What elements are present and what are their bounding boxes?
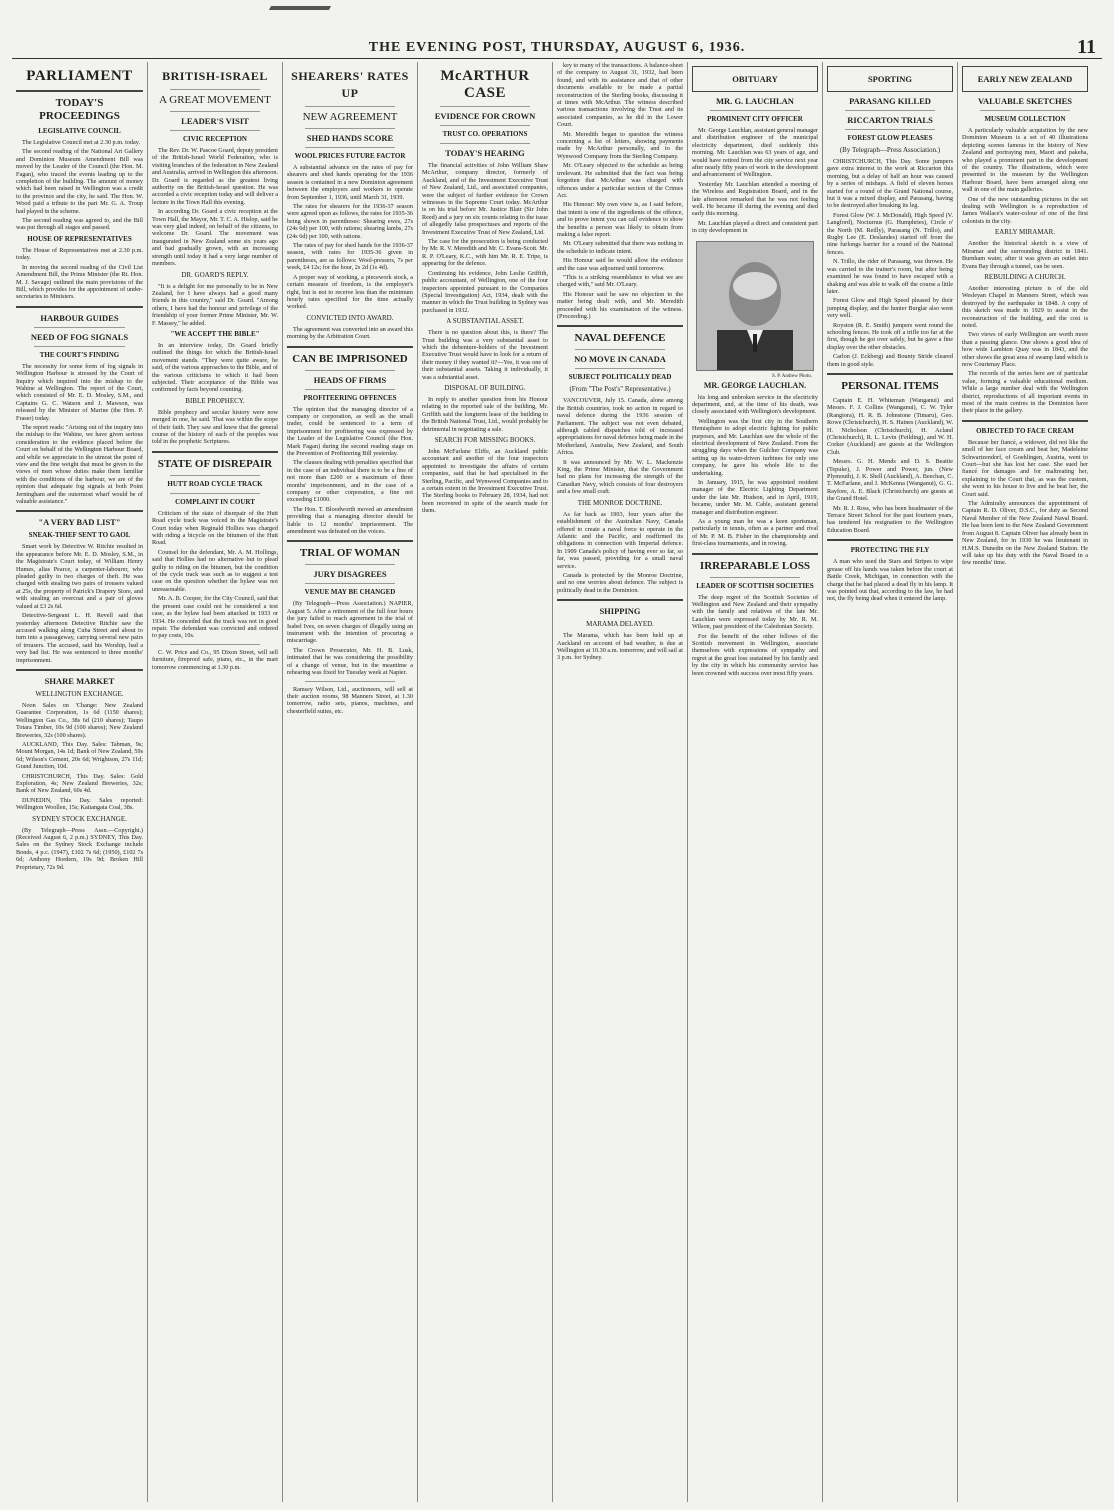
article-subhead: CIVIC RECEPTION	[183, 135, 247, 143]
article-subhead: WELLINGTON EXCHANGE.	[35, 689, 124, 698]
article-paragraph: N. Trillo, the rider of Parasang, was thrown. He was carried to the trainer's room, but after being examined he was found to have escaped with a shaking and was able to walk off the course a little later.	[827, 258, 953, 295]
article-paragraph: The Admiralty announces the appointment of Captain R. D. Oliver, D.S.C., for duty as Second Naval Member of the New Zealand Naval Board. He has been lent to the New Zealand Government from August 8. Captain Oliver has already been in New Zealand, for in 1930 he was lieutenant in H.M.S. Dunedin on the New Zealand Station. He will take up his duty with the Naval Board in a few months' time.	[962, 500, 1088, 567]
newspaper-columns	[12, 62, 1104, 1502]
article-headline: HARBOUR GUIDES	[40, 312, 119, 323]
article-paragraph: In an interview today, Dr. Goard briefly outlined the things for which the British-Israel movement stands. "They were quite aware, he said, of the various approaches to the Bible, and of the various criticisms to which it had been subjected. Their acceptance of the Bible was confirmed by facts beyond counting.	[152, 341, 278, 394]
article-paragraph: Forest Glow and High Speed pleased by their jumping display, and the hunter Burglar also went very well.	[827, 297, 953, 320]
auction-notice: Ramsey Wilson, Ltd., auctioneers, will sell at their auction rooms, 98 Manners Street, at 1.30 tomorrow, radio sets, pianos, machines, and chesterfield suites, etc.	[287, 685, 413, 715]
article-paragraph: Mr. George Lauchlan, assistant general manager and distribution engineer of the municipal electricity department, died suddenly this morning. Mr. Lauchlan was 63 years of age, and would have retired from the city service next year after nearly fifty years of work in the development and advancement of Wellington.	[692, 127, 818, 179]
article-paragraph: Mr. O'Leary submitted that there was nothing in the schedule to indicate intent.	[557, 240, 683, 255]
article-paragraph: The deep regret of the Scottish Societies of Wellington and New Zealand and their sympathy with the family and relatives of the late Mr. Lauchlan were expressed today by Mr. R. M. Wilson, past president of the Caledonian Society.	[692, 593, 818, 631]
article-subhead: NEED OF FOG SIGNALS	[30, 331, 129, 342]
article-paragraph: The Legislative Council met at 2.30 p.m. today.	[22, 139, 140, 146]
article-paragraph: The opinion that the managing director of a company or corporation, as well as the small trader, could be sentenced to a term of imprisonment for profiteering was expressed by the Leader of the Legislative Council (the Hon. Mark Fagan) during the second reading stage on the Prevention of Profiteering Bill yesterday.	[287, 405, 413, 457]
auction-notice: C. W. Price and Co., 95 Dixon Street, will sell furniture, fireproof safe, piano, etc., in the mart tomorrow commencing at 1.30 p.m.	[152, 648, 278, 671]
article-headline: CAN BE IMPRISONED	[292, 352, 408, 365]
article-paragraph: Mr. R. J. Ross, who has been headmaster of the Terrace Street School for the past fourteen years, has tendered his resignation to the Wellington Education Board.	[827, 504, 953, 534]
article-subhead: HOUSE OF REPRESENTATIVES	[27, 234, 132, 243]
article-subhead: PROFITEERING OFFENCES	[303, 393, 397, 402]
article-paragraph: A particularly valuable acquisition by the new Dominion Museum is a set of 40 illustrations depicting scenes famous in the history of New Zealand and portraying men, Maori and pakeha, who played a prominent part in the development of the country. The illustrations, which were presented to the museum by the Wellington Harbour Board, have been arranged along one wall in one of the main galleries.	[962, 127, 1088, 194]
article-headline: SHIPPING	[599, 606, 641, 617]
article-subhead: SNEAK-THIEF SENT TO GAOL	[28, 531, 131, 540]
article-paragraph: In reply to another question from his Honour relating to the reported sale of the building, Mr. Griffith said the longterm lease of the building to the British National Trust, Ltd., would probably be detrimental in negotiating a sale.	[422, 395, 548, 433]
article-paragraph: The second reading of the National Art Gallery and Dominion Museum Amendment Bill was moved by the Leader of the Council (the Hon. M. Fagan), who traced the events leading up to the completion of the building. The amount of money which had been raised in Wellington was a credit to the province and the city, he said. The Hon. W. Wood paid a tribute to the part Mr. G. A. Troup had played in the scheme.	[16, 148, 143, 215]
article-paragraph: Royston (R. E. Smith) jumpers went round the schooling fences. He took off a trifle too far at the first, though he got over safely, but he gave a fine display over the other obstacles.	[827, 321, 953, 351]
article-subhead: THE MONROE DOCTRINE.	[577, 498, 663, 507]
article-subhead: TODAY'S HEARING	[445, 148, 525, 158]
article-headline: NAVAL DEFENCE	[574, 332, 666, 345]
column-sporting	[822, 62, 957, 1502]
article-paragraph: Counsel for the defendant, Mr. A. M. Hollings, said that Hollies had no alternative but to plead guilty to riding on the bitumen, but the condition of the cycle track was such as to suggest a test case on the question whether the bylaw was not unreasonable.	[152, 548, 278, 593]
article-paragraph: Carlon (J. Eckberg) and Bounty Stride cleared them in good style.	[827, 353, 953, 368]
article-subhead: PROMINENT CITY OFFICER	[707, 115, 803, 123]
article-subhead: SEARCH FOR MISSING BOOKS.	[434, 436, 536, 444]
article-subhead: A SUBSTANTIAL ASSET.	[446, 317, 524, 326]
article-paragraph: The case for the prosecution is being conducted by Mr. R. V. Meredith and Mr. C. Evans-Scott. Mr. R. P. O'Leary, K.C., with him Mr. R. E. Tripe, is appearing for the defence.	[422, 238, 548, 268]
article-paragraph: One of the new outstanding pictures in the set dealing with Wellington is a reproduction of James Wallace's water-colour of one of the first colonists in the city.	[962, 195, 1088, 225]
article-paragraph: Criticism of the state of disrepair of the Hutt Road cycle track was voiced in the Magistrate's Court today when Reginald Hollies was charged with riding a bicycle on the bitumen of the Hutt Road.	[152, 509, 278, 547]
article-paragraph: In January, 1915, he was appointed resident manager of the Electric Lighting Department under the late Mr. Hudson, and in April, 1919, became, under Mr. M. Cable, assistant general manager and distribution engineer.	[692, 478, 818, 516]
article-subhead: JURY DISAGREES	[313, 569, 387, 580]
article-subhead: EVIDENCE FOR CROWN	[434, 111, 536, 121]
article-paragraph: The necessity for some form of fog signals in Wellington Harbour is stressed by the Court of Inquiry which inquired into the mishap to the Wahine at Wellington. The report of the Court, which consisted of Mr. E. D. Mosley, S.M., and Captains G. C. Watson and J. Mawson, was released by the Minister of Marine (the Hon. P. Fraser) today.	[16, 362, 143, 422]
article-subhead: VENUE MAY BE CHANGED	[304, 588, 396, 597]
article-paragraph: CHRISTCHURCH, This Day. Sales: Gold Exploration, 4s; New Zealand Breweries, 32s; Bank of New Zealand, 60s 4d.	[16, 772, 143, 795]
article-headline: IRREPARABLE LOSS	[699, 559, 811, 572]
article-paragraph: Continuing his evidence, John Leslie Griffith, public accountant, of Wellington, one of the four inspectors appointed pursuant to the Companies (Special Investigation) Act, 1934, dealt with the manner in which the Trust building in Sydney was purchased in 1932.	[422, 269, 548, 314]
article-paragraph: The House of Representatives met at 2.30 p.m. today.	[16, 246, 143, 262]
article-subhead: LEADER OF SCOTTISH SOCIETIES	[696, 581, 814, 590]
column-early-nz	[957, 62, 1092, 1502]
column-continued-naval	[552, 62, 687, 1502]
article-subhead: DR. GOARD'S REPLY.	[181, 270, 249, 279]
article-paragraph: The Marama, which has been held up at Auckland on account of bad weather, is due at Wellington at 10.30 a.m. tomorrow, and will sail at 3 p.m. for Sydney.	[557, 632, 683, 662]
article-subhead: REBUILDING A CHURCH.	[984, 272, 1066, 281]
article-paragraph: A substantial advance on the rates of pay for shearers and shed hands operating for the 1936 season is contained in a new Dominion agreement between the employers and workers to operate from September 1, 1936, until March 31, 1939.	[287, 164, 413, 201]
decorative-mark	[269, 6, 331, 10]
article-paragraph: As a young man he was a keen sportsman, particularly in tennis, often as a partner and rival of Mr. P. M. B. Fisher in the championship and first-class tournaments, and in rowing.	[692, 518, 818, 548]
article-subhead: BIBLE PROPHECY.	[185, 396, 245, 405]
article-paragraph: The financial activities of John William Shaw McArthur, company director, formerly of Auckland, and of the Investment Executive Trust of New Zealand, Ltd., and associated companies, were the subject of further evidence for Crown witnesses in the Supreme Court today. McArthur is on his trial before Mr. Justice Blair (Sir John Reed) and a jury on six counts relating to the issue of allegedly false prospectuses and reports of the Investment Executive Trust of New Zealand, Ltd.	[422, 162, 548, 236]
article-paragraph: Another the historical sketch is a view of Miramar and the surrounding district in 1841. Burnham water, after it was given an outlet into Evans Bay through a tunnel, can be seen.	[962, 240, 1088, 270]
article-paragraph: The report reads: "Arising out of the inquiry into the mishap to the Wahine, we have given serious consideration to the evidence placed before the Court on behalf of the Wellington Harbour Board, and while we appreciate to the utmost the point of view and the fine weight that must be given to the views of men whose duties make them familiar with the conditions of the harbour, we are of the opinion that adequate fog signals at both Point Jerningham and the outermost wharf would be of valuable assistance."	[16, 423, 143, 506]
article-paragraph: Two views of early Wellington are worth more than a passing glance. One shows a good idea of how wide Lambton Quay was in 1843, and the other shows the great area of swamp land which is now Courtenay Place.	[962, 331, 1088, 368]
article-headline: PROTECTING THE FLY	[850, 546, 930, 555]
article-subhead: NEW AGREEMENT	[302, 111, 398, 123]
article-paragraph: Captain E. H. Whiteman (Wanganui) and Messrs. F. J. Collins (Wanganui), C. W. Tyler (Rangiora), H. R. B. Johnstone (Timaru), Geo. Rowe (Christchurch), H. S. Haines (Auckland), W. H. Nicholson (Christchurch), H. Acland (Christchurch), R. L. Levin (Feilding), and W. H. Corker (Auckland) are guests at the Wellington Club.	[827, 396, 953, 456]
masthead-rule	[12, 58, 1102, 59]
article-subhead: PARASANG KILLED	[849, 96, 931, 106]
article-paragraph: Yesterday Mr. Lauchlan attended a meeting of the Wireless and Registration Board, and in the late afternoon remarked that he was not feeling well. He became ill during the evening and died early this morning.	[692, 180, 818, 218]
article-paragraph: AUCKLAND, This Day. Sales: Tabman, 9s; Mount Morgan, 14s 1d; Bank of New Zealand, 59s 6d; Wilson's Cement, 20s 6d; Wrightson, 27s 11d; Grand Junction, 10d.	[16, 740, 143, 771]
article-paragraph: His Honour: My own view is, as I said before, that intent is one of the ingredients of the offence, and to prove intent you can call evidence to show the benefits a person was likely to obtain from making a false report.	[557, 201, 683, 238]
article-subhead: TRUST CO. OPERATIONS	[442, 130, 528, 138]
article-subhead: SYDNEY STOCK EXCHANGE.	[32, 814, 127, 823]
article-paragraph: Smart work by Detective W. Ritchie resulted in the appearance before Mr. E. D. Mosley, S.M., in the Magistrate's Court today, of William Henry Humes, alias Pearce, a carpenter-labourer, who pleaded guilty to two charges of theft. He was charged with stealing two pairs of trousers valued at 25s, the property of Patrick's Drapery Store, and with stealing an overcoat and a pair of gloves valued at £3 2s 6d.	[16, 543, 143, 610]
article-byline: (By Telegraph—Press Association.)	[839, 146, 941, 154]
article-paragraph: his long and unbroken service in the electricity department, and, at the time of his death, was closely associated with Wellington's development.	[692, 393, 818, 416]
article-subhead: LEADER'S VISIT	[181, 116, 249, 126]
article-paragraph: It was announced by Mr. W. L. Mackenzie King, the Prime Minister, that the Government had no plans for increasing the strength of the Canadian Navy, which consists of four destroyers and a few small craft.	[557, 458, 683, 496]
article-headline: McARTHUR CASE	[440, 68, 530, 101]
article-headline: OBJECTED TO FACE CREAM	[976, 426, 1074, 435]
article-paragraph: Messrs. G. H. Mends and D. S. Beattie (Tepuke), J. Power and Power, jun. (New Plymouth), J. K. Shell (Auckland), A. Beechan, C. T. McFarlane, and J. McKenna (Wanganui), G. G. Rayfore, A. E. Black (Christchurch) are guests at the Grand Hotel.	[827, 458, 953, 503]
article-paragraph: The Crown Prosecutor, Mr. H. B. Lusk, intimated that he was considering the possibility of a change of venue, but in the meantime a rehearing was fixed for Tuesday week at Napier.	[287, 646, 413, 677]
article-headline: SHEARERS' RATES UP	[291, 69, 409, 100]
article-paragraph: The Hon. T. Bloodworth moved an amendment providing that a managing director should be liable to 12 months' imprisonment. The amendment was defeated on the voices.	[287, 505, 413, 536]
article-paragraph: The agreement was converted into an award this morning by the Arbitration Court.	[287, 325, 413, 341]
article-subhead: LEGISLATIVE COUNCIL	[38, 127, 121, 135]
article-headline: "A VERY BAD LIST"	[38, 517, 121, 528]
article-paragraph: A proper way of working, a piecework stock, a certain measure of freedom, is the employer's right, but is not to receive less than the minimum hourly rates specified for the time actually worked.	[287, 273, 413, 311]
article-subhead: NO MOVE IN CANADA	[574, 354, 666, 365]
column-british-israel	[147, 62, 282, 1502]
article-subhead: MR. G. LAUCHLAN	[716, 96, 794, 106]
article-paragraph: Mr. Lauchlan played a direct and consistent part in city development in	[692, 219, 818, 235]
article-paragraph: The records of the series here are of particular value, forming a valuable educational medium. While a large number deal with the Wellington district, reproductions of all important events in most of the main centres in the Dominion have their place in the gallery.	[962, 370, 1088, 415]
article-paragraph: CHRISTCHURCH, This Day. Some jumpers gave extra interest to the work at Riccarton this morning, but a delay of half an hour was caused by a series of mishaps. A field of eleven horses started for a round of the Grand National course, but it was a mixed display, and Parasang, having to be destroyed after breaking its leg.	[827, 158, 953, 210]
article-paragraph: Mr. Meredith began to question the witness concerning a list of letters, showing payments made by McArthur personally, and to the Wynwood Company from the Sterling Company.	[557, 130, 683, 160]
article-headline: TRIAL OF WOMAN	[299, 547, 401, 560]
article-paragraph: Canada is protected by the Monroe Doctrine, and no one worries about defence. The subject is politically dead in the Dominion.	[557, 571, 683, 594]
article-paragraph: Because her fiancé, a widower, did not like the smell of her face cream and beat her, Madeleine Schwartzendorf, of Goehlingen, Austria, went to Court—but she has lost her case. She sued her fiancé for damages and for maltreating her, explaining to the Court that, as was the custom, she went to his house to live and he beat her, the Court said.	[962, 438, 1088, 498]
article-paragraph: (By Telegraph—Press Assn.—Copyright.) (Received August 6, 2 p.m.) SYDNEY, This Day. Sales on the Sydney Stock Exchange include Bonds, 4 p.c. (1947), £102 7s 6d; (1950), £102 7s 6d; Anthony Hordern, 19s 9d; Broken Hill Proprietary, 72s 9d.	[16, 826, 143, 871]
article-byline: (From "The Post's" Representative.)	[569, 385, 671, 394]
article-paragraph: Detective-Sergeant L. H. Revell said that yesterday afternoon Detective Ritchie saw the accused walking along Cuba Street and about to turn into a passageway, carrying several new pairs of trousers. The accused, said his Worship, had a very bad list. He was sentenced to three months' imprisonment.	[16, 612, 143, 664]
column-mcarthur-case	[417, 62, 552, 1502]
article-headline: PARLIAMENT	[26, 68, 133, 84]
column-parliament	[12, 62, 147, 1502]
article-subhead: MARAMA DELAYED.	[586, 620, 654, 629]
photo-caption: MR. GEORGE LAUCHLAN.	[703, 381, 807, 391]
article-paragraph: Noon Sales on 'Change: New Zealand Guarantee Corporation, 1s 6d (1150 shares); Wellington Gas Co., 38s 6d (210 shares); Taupo Totara Timber, 10s 9d (100 shares); New Zealand Breweries, 32s (100 shares).	[16, 701, 143, 739]
article-subhead: EARLY MIRAMAR.	[994, 228, 1056, 237]
masthead	[0, 0, 1114, 58]
sporting-header	[827, 66, 953, 92]
article-paragraph: There is no question about this, is there? The Trust building was a very substantial asset to which the debenture-holders of the Investment Executive Trust would have to look for a return of their money if they wanted it?—Yes, it was one of their substantial assets. Taking it individually, it was a substantial asset.	[422, 329, 548, 381]
article-subhead: MUSEUM COLLECTION	[984, 115, 1066, 123]
article-subhead: TODAY'S PROCEEDINGS	[39, 97, 120, 122]
article-subhead: SHED HANDS SCORE	[306, 133, 394, 143]
article-subhead: DISPOSAL OF BUILDING.	[444, 383, 526, 392]
portrait-image	[697, 242, 813, 370]
article-headline: OBITUARY	[732, 74, 778, 84]
article-paragraph: John McFarlane Eliffe, an Auckland public accountant and another of the four inspectors appointed to investigate the affairs of certain companies, said that he had specialised in the Sterling, Pacific, and Wynwood Companies and to a certain extent in the Investment Executive Trust. The Sterling books to February 28, 1934, had not been recovered in spite of the search made for them.	[422, 448, 548, 515]
article-subhead: THE COURT'S FINDING	[39, 350, 120, 359]
article-paragraph: Bible prophecy and secular history were now merged in one, he said. That was within the scope of their faith. They saw and knew that the general course of the history of each of the peoples was told in the prophetic Scriptures.	[152, 408, 278, 446]
early-nz-header	[962, 66, 1088, 92]
article-paragraph: The rates of pay for shed hands for the 1936-37 season, with rates for 1935-36 given in parentheses, are as follows: Wool-pressers, 7s per week, £4 12s; for the hour, 2s 2d (1s 4d).	[287, 242, 413, 272]
article-subhead: HUTT ROAD CYCLE TRACK	[167, 479, 263, 488]
article-headline: STATE OF DISREPAIR	[157, 457, 273, 470]
article-paragraph: Wellington was the first city in the Southern Hemisphere to adopt electric lighting for public purposes, and Mr. Lauchlan saw the whole of the electrical development of New Zealand. From the struggling days when the Gulcher Company was setting up its water-driven turbines for only one company, he gave his whole life to the undertaking.	[692, 417, 818, 477]
article-paragraph: Mr. A. B. Cooper, for the City Council, said that the present case could not be considered a test case, as the bylaw had been attacked in 1933 or 1934. He conceded that the track was not in good repair. The defendant was convicted and ordered to pay costs, 10s.	[152, 595, 278, 640]
article-paragraph: As far back as 1903, four years after the establishment of the Australian Navy, Canada offered to create a naval force to operate in the Atlantic and the Pacific, and reaffirmed its obligations in connection with Imperial defence. In 1909 Canada's policy of having ever so far, so far, was passed, providing for a small naval service.	[557, 510, 683, 570]
article-paragraph: Another interesting picture is of the old Wesleyan Chapel in Manners Street, which was destroyed by the earthquake in 1848. A copy of this sketch was made in 1929 to assist in the reconstruction of the building, and the cost is noted.	[962, 284, 1088, 329]
article-paragraph: The rates for shearers for the 1936-37 season were agreed upon as follows, the rates for 1935-36 being shown in parentheses: Shearing ewes, 27s (24s 6d) per 100, with rations; shearing lambs, 27s (24s 6d) per 100, with rations.	[287, 203, 413, 240]
article-subhead: COMPLAINT IN COURT	[175, 497, 255, 506]
article-paragraph: His Honour said he saw no objection to the matter being dealt with, and Mr. Meredith proceeded with his examination of the witness. (Proceeding.)	[557, 290, 683, 320]
obituary-header	[692, 66, 818, 92]
photo-credit: S. P. Andrew Photo.	[771, 373, 812, 379]
article-paragraph: "It is a delight for me personally to be in New Zealand, for I have always had a good many friends in this country," said Dr. Goard. "Among others, I have had the honour and privilege of the friendship of your former Prime Minister, Mr. W. F. Massey," he added.	[152, 282, 278, 327]
article-paragraph: key to many of the transactions. A balance-sheet of the company to August 31, 1932, had been found, and with its assistance and that of other documents available to be made a partial reconstruction of the Sterling books, discussing it at times with McArthur. The witness described various transactions involving the Trust and its associated companies, as he did in the Lower Court.	[557, 62, 683, 129]
article-headline: SPORTING	[867, 74, 913, 84]
article-paragraph: A man who used the Stars and Stripes to wipe grease off his hands was taken before the court at Battle Creek, Michigan, in connection with the charge that he had placed a dead fly in his lamp. It was pointed out that, according to the law, he had not, the fly being dead when it entered the lamp.	[827, 558, 953, 603]
article-headline: BRITISH-ISRAEL	[162, 69, 268, 83]
article-paragraph: The Rev. Dr. W. Pascoe Goard, deputy president of the British-Israel World Federation, who is visiting branches of the federation in New Zealand and Australia, arrived in Wellington this afternoon. Dr. Goard is regarded as the greatest living authority on the British-Israel question. He was accorded a civic reception today and will deliver a lecture in the Town Hall this evening.	[152, 147, 278, 206]
article-paragraph: The clauses dealing with penalties specified that in the case of an individual there is to be a fine of not more than £200 or a maximum of three months' imprisonment, and in the case of a company or other corporation, a fine not exceeding £1000.	[287, 459, 413, 504]
article-subhead: VALUABLE SKETCHES	[977, 96, 1073, 106]
article-subhead: A GREAT MOVEMENT	[159, 94, 271, 106]
article-subhead: "WE ACCEPT THE BIBLE"	[170, 329, 260, 338]
article-subhead: FOREST GLOW PLEASES	[847, 134, 933, 142]
article-paragraph: The second reading was agreed to, and the Bill was put through all stages and passed.	[16, 217, 143, 232]
article-subhead: HEADS OF FIRMS	[313, 374, 387, 385]
article-subhead: RICCARTON TRIALS	[847, 115, 933, 125]
article-paragraph: For the benefit of the other fellows of the Scottish movement in Wellington, associate themselves with expressions of sympathy and regret at the great loss sustained by his family and by the city in which his community service has been crowned with success over most fifty years.	[692, 632, 818, 677]
portrait-photo	[696, 241, 814, 371]
newspaper-title: THE EVENING POST, THURSDAY, AUGUST 6, 1936.	[368, 40, 746, 55]
article-paragraph: His Honour said he would allow the evidence and the case was adjourned until tomorrow.	[557, 257, 683, 272]
article-headline: EARLY NEW ZEALAND	[977, 74, 1073, 84]
article-paragraph: (By Telegraph—Press Association.) NAPIER, August 5. After a retirement of the full four hours the jury failed to reach agreement in the trial of Isabel Ives, on seven charges of illegally using an instrument with the intention of procuring a miscarriage.	[287, 600, 413, 645]
article-paragraph: In moving the second reading of the Civil List Amendment Bill, the Prime Minister (the Rt. Hon. M. J. Savage) outlined the main provisions of the Bill, which provides for the appointment of under-secretaries to Ministers.	[16, 263, 143, 301]
article-paragraph: "This is a striking resemblance to what we are charged with," said Mr. O'Leary.	[557, 273, 683, 289]
column-obituary	[687, 62, 822, 1502]
page-number: 11	[1077, 36, 1096, 58]
article-subhead: SUBJECT POLITICALLY DEAD	[568, 373, 672, 382]
article-subhead: CONVICTED INTO AWARD.	[306, 313, 394, 322]
article-paragraph: Forest Glow (W. J. McDonald), High Speed (V. Langford), Nocturnus (G. Humphries), Circle o' the North (M. Reilly), Parasang (N. Trillo), and Rugby Lee (E. Deslandes) started off from the nine furlongs barrier for a round of the National fences.	[827, 211, 953, 256]
article-paragraph: VANCOUVER, July 15. Canada, alone among the British countries, took no action in regard to naval defence during the 1936 session of Parliament. The subject was not even debated, although cabled dispatches told of increased appropriations for naval defence being made in the Motherland, Australia, New Zealand, and South Africa.	[557, 397, 683, 457]
column-shearers	[282, 62, 417, 1502]
article-paragraph: DUNEDIN, This Day. Sales reported: Wellington Woollen, 15s; Kaitangata Coal, 38s.	[16, 796, 143, 812]
article-paragraph: Mr. O'Leary objected to the schedule as being irrelevant. He submitted that the fact was being forgotten that McArthur was charged with offences under a particular section of the Crimes Act.	[557, 162, 683, 199]
article-headline: PERSONAL ITEMS	[841, 379, 939, 392]
article-headline: SHARE MARKET	[44, 675, 115, 686]
article-paragraph: In according Dr. Goard a civic reception at the Town Hall, the Mayor, Mr. T. C. A. Hislop, said he was very glad indeed, on behalf of the citizens, to welcome Dr. Goard. The movement was inaugurated in New Zealand some six years ago and had gradually grown, with an increasing strength until today it had a very large number of members.	[152, 208, 278, 268]
article-subhead: WOOL PRICES FUTURE FACTOR	[294, 152, 406, 160]
